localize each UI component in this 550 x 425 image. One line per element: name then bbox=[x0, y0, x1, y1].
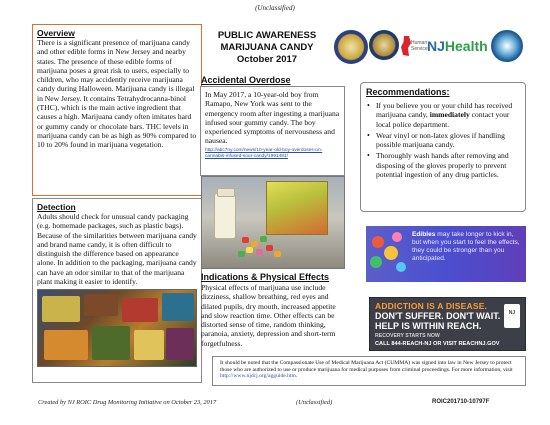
overdose-text: In May 2017, a 10-year-old boy from Ramapo, New York was sent to the emergency room after ingesting a marijuana infused sour gummy candy. The boy experienced symptoms of nervousness and nausea. bbox=[205, 90, 340, 146]
indications-title: Indications & Physical Effects bbox=[201, 272, 330, 282]
recommendations-title: Recommendations: bbox=[366, 87, 450, 97]
human-services-map-icon bbox=[401, 36, 431, 62]
cumma-note-text: It should be noted that the Compassionate Use of Medical Marijuana Act (CUMMA) was signed into law in New Jersey to protect those who are authorized to use or produce marijuana for medical purposes from criminal proceedings. For more information, visit http://www.njdcj.org/agguide.htm. bbox=[220, 360, 513, 380]
nj-state-seal-icon bbox=[369, 30, 399, 60]
overview-title: Overview bbox=[37, 28, 75, 38]
nj-health-icon bbox=[427, 38, 488, 54]
candy-packages-photo bbox=[37, 289, 197, 367]
overdose-title: Accidental Overdose bbox=[201, 75, 291, 85]
reach-nj-logo-icon: NJ bbox=[504, 304, 520, 328]
edibles-message: Edibles may take longer to kick in, but when you start to feel the effects, they could be stronger than you anticipated. bbox=[412, 231, 520, 262]
gummy-candy-photo bbox=[201, 176, 345, 269]
cumma-note bbox=[212, 356, 526, 386]
detection-panel bbox=[32, 198, 202, 383]
detection-text: Adults should check for unusual candy packaging (e.g. homemade packages, such as plastic bags). Because of the similarities between marijuana candy and brand name candy, it is often difficult to distinguish the difference based on appearance alone. In addition to the packaging, marijuana candy can have an odor similar to that of the marijuana plant making it easier to identify. bbox=[37, 212, 197, 287]
detection-title: Detection bbox=[37, 202, 76, 212]
page-title bbox=[204, 30, 330, 66]
state-seal-icon bbox=[334, 30, 368, 64]
overdose-panel bbox=[200, 86, 345, 176]
nj-health-prefix: NJ bbox=[427, 38, 445, 54]
classification-top: (Unclassified) bbox=[255, 4, 295, 12]
edibles-banner bbox=[366, 226, 526, 282]
title-line-2: MARIJUANA CANDY bbox=[220, 42, 314, 53]
addiction-headline: ADDICTION IS A DISEASE. bbox=[375, 301, 488, 311]
cimda-icon bbox=[491, 30, 523, 62]
nj-health-suffix: Health bbox=[444, 38, 488, 54]
overview-panel bbox=[32, 24, 202, 196]
recommendations-panel bbox=[360, 82, 526, 212]
title-line-1: PUBLIC AWARENESS bbox=[217, 30, 317, 41]
overdose-source-link[interactable]: http://abc7ny.com/news/10-year-old-boy-overdoses-on-cannabis-infused-sour-candy/1991481/ bbox=[205, 147, 323, 159]
recommendation-item: • Thoroughly wash hands after removing and disposing of the gloves properly to prevent potential ingestion of any drug particles. bbox=[366, 151, 520, 179]
recommendations-list bbox=[366, 101, 520, 179]
overview-text: There is a significant presence of marijuana candy and other edible forms in New Jersey and nearby states. The presence of these edible forms of marijuana poses a great risk to users, especially to children, who may accidently receive marijuana candy during Halloween. Marijuana candy is illegal in New Jersey. It contains Tetrahydrocanna-binol (THC), which is the main active ingredient that causes a high. Marijuana candy often imitates hard or gummy candy or chocolate bars. THC levels in marijuana candy can be as high as 90% compared to 10 to 20% found in marijuana vegetation. bbox=[37, 38, 197, 150]
reach-nj-banner bbox=[369, 297, 526, 351]
indications-text: Physical effects of marijuana use include dizziness, shallow breathing, red eyes and dilated pupils, dry mouth, increased appetite and slow reaction time. Other effects can be distorted sense of time, random thinking, paranoia, anxiety, depression and short-term forgetfulness. bbox=[201, 283, 336, 348]
recommendation-item: • Wear vinyl or non-latex gloves if handling possible marijuana candy. bbox=[366, 131, 520, 150]
agguide-link[interactable]: http://www.njdcj.org/agguide.htm bbox=[220, 373, 296, 380]
recommendation-item: • If you believe you or your child has received marijuana candy, immediately contact your local police department. bbox=[366, 101, 520, 129]
title-line-3: October 2017 bbox=[236, 54, 298, 65]
recovery-text: RECOVERY STARTS NOW bbox=[375, 333, 440, 339]
footer-credit: Created by NJ ROIC Drug Monitoring Initiative on October 23, 2017 bbox=[38, 399, 217, 406]
footer-classification: (Unclassified) bbox=[296, 399, 333, 406]
human-services-text: Human Services bbox=[411, 40, 431, 52]
helpline-text: CALL 844-REACH-NJ OR VISIT REACHNJ.GOV bbox=[375, 341, 500, 347]
addiction-subheadline: DON'T SUFFER. DON'T WAIT. HELP IS WITHIN REACH. bbox=[375, 311, 501, 331]
footer-doc-id: ROIC201710-10797F bbox=[432, 399, 490, 405]
